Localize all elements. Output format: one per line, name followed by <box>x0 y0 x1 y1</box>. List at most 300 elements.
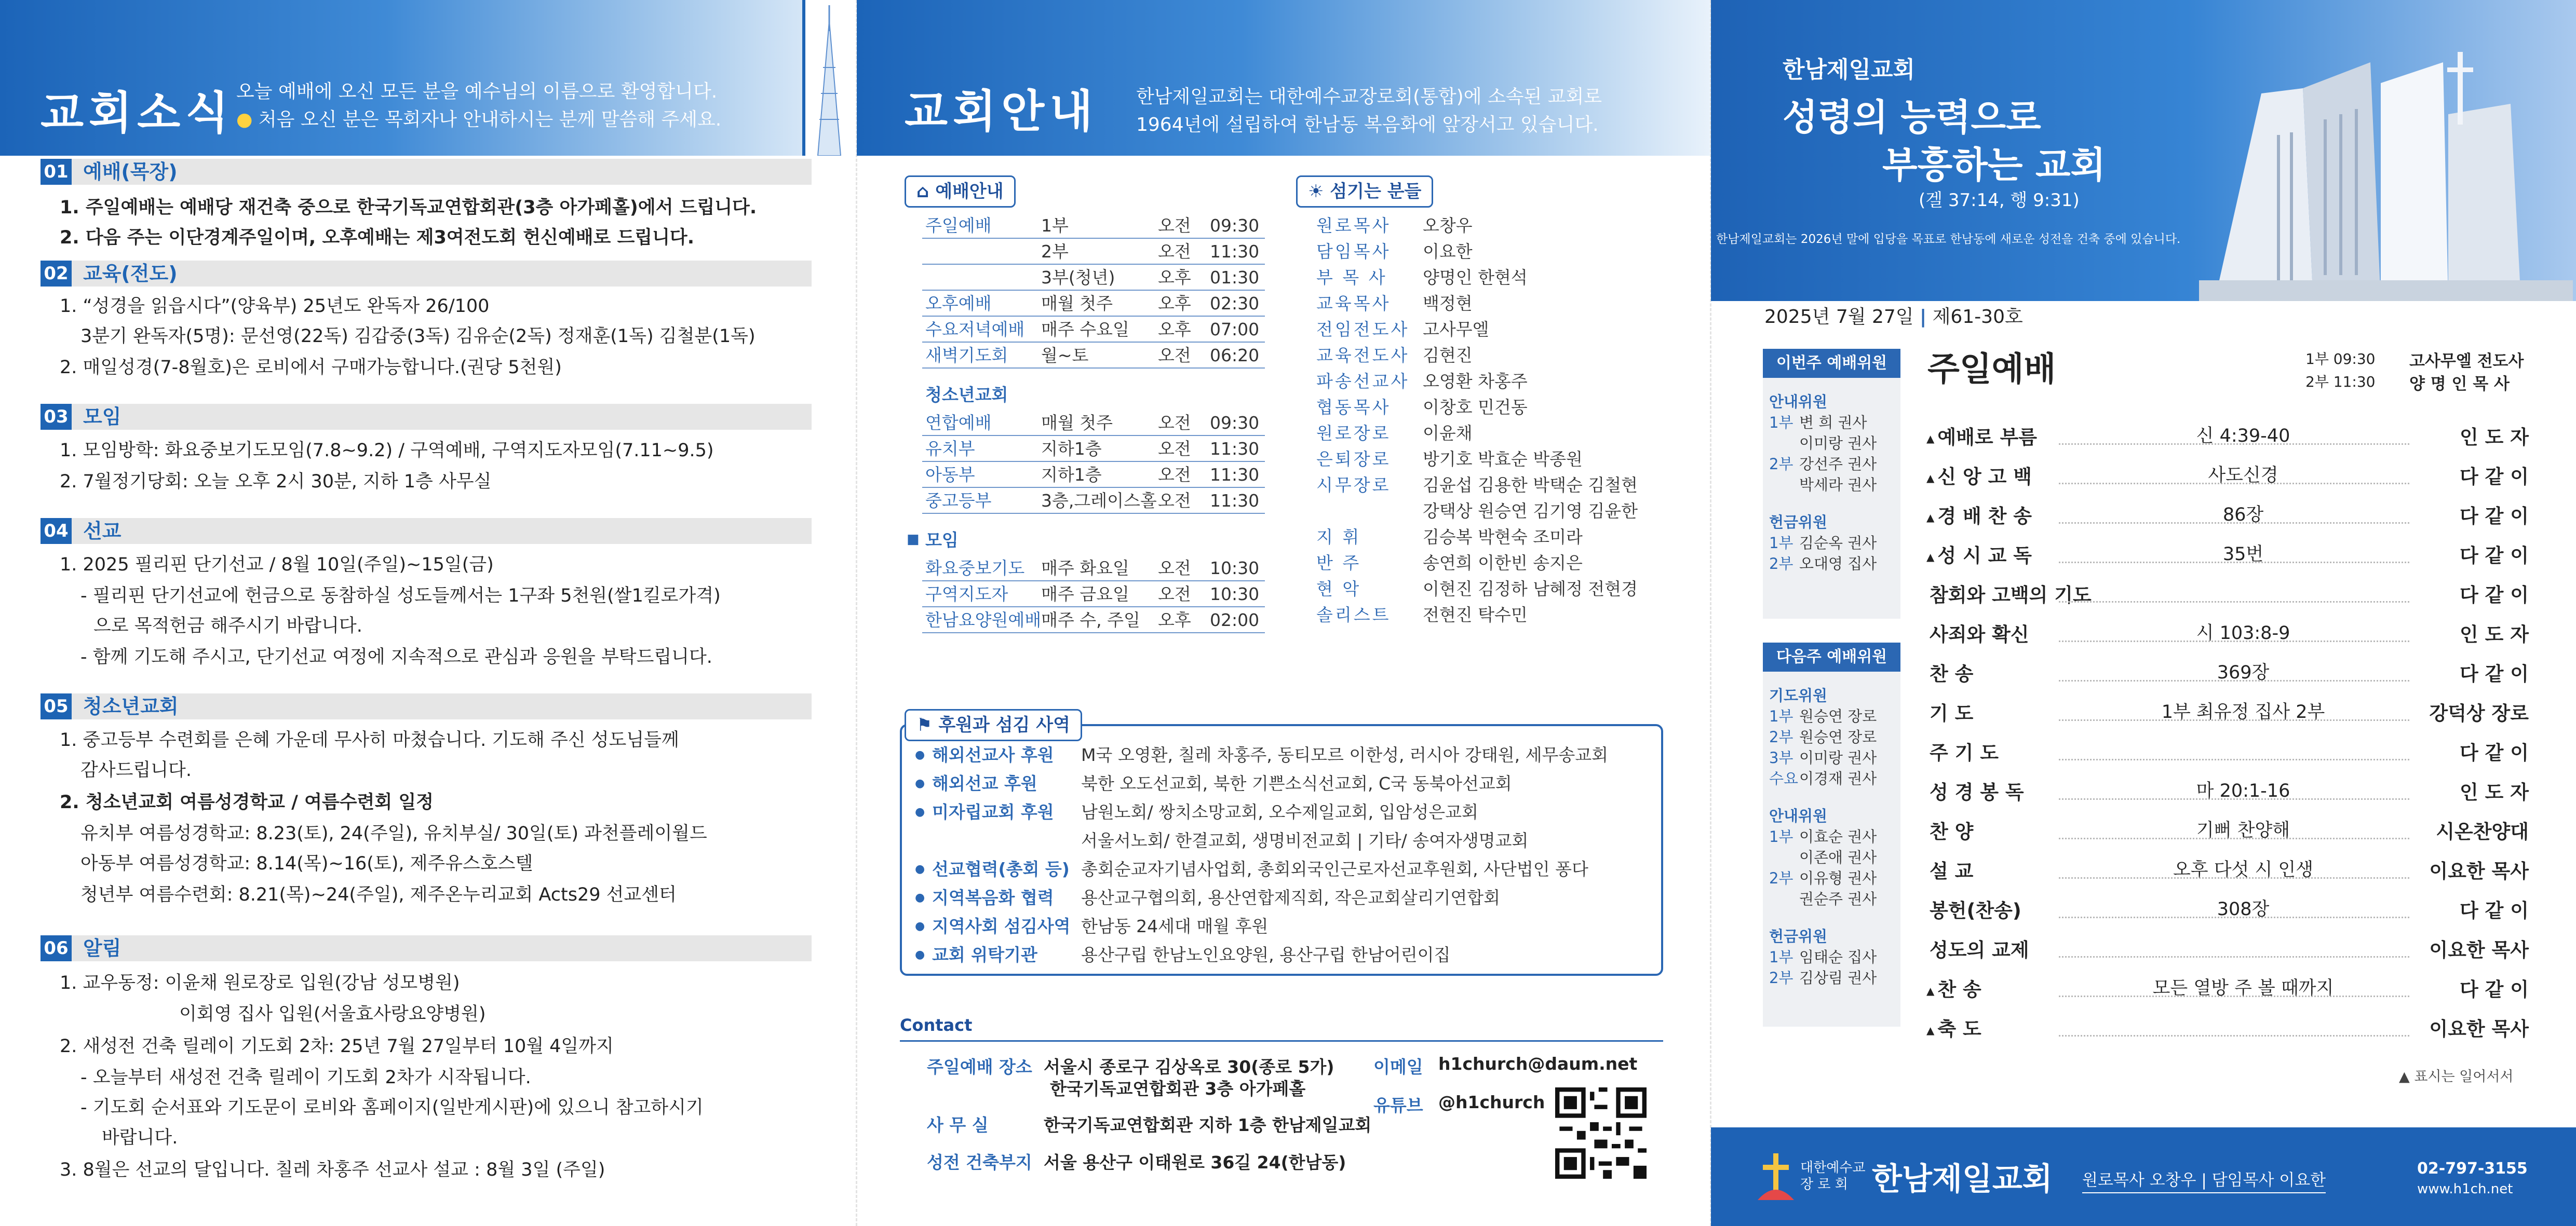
email-link[interactable]: h1church@daum.net <box>1438 1054 1638 1074</box>
row-underline <box>922 606 1265 607</box>
service-order-row <box>1926 612 2529 649</box>
youtube-label: 유튜브 <box>1373 1095 1423 1115</box>
contact-title: Contact <box>900 1015 973 1035</box>
order-item-label: 찬 양 <box>1930 821 1974 843</box>
schedule-cell: 10:30 <box>1210 558 1260 578</box>
order-item <box>1926 855 1973 883</box>
order-content: 시 103:8-9 <box>2196 623 2290 644</box>
schedule-cell: 수요저녁예배 <box>925 319 1025 339</box>
news-line: 아동부 여름성경학교: 8.14(목)~16(토), 제주유스호스텔 <box>80 853 533 874</box>
section-meeting <box>41 404 812 430</box>
service-order-row <box>1926 810 2529 846</box>
service-order-row <box>1926 731 2529 767</box>
order-item-label: 성 경 봉 독 <box>1930 781 2024 803</box>
service-order-row <box>1926 968 2529 1004</box>
schedule-cell: 오전 <box>1158 215 1191 236</box>
servant-role: 지 휘 <box>1316 527 1361 547</box>
servants-title: 섬기는 분들 <box>1330 181 1422 202</box>
issue-number: 제61-30호 <box>1932 306 2023 328</box>
servant-role: 현 악 <box>1316 579 1361 599</box>
schedule-cell: 09:30 <box>1210 215 1260 236</box>
schedule-cell: 월~토 <box>1041 345 1089 365</box>
order-leader: 강덕상 장로 <box>2429 702 2529 725</box>
news-line: 청년부 여름수련회: 8.21(목)~24(주일), 제주온누리교회 Acts29 선교센터 <box>80 884 677 905</box>
row-underline <box>922 238 1265 239</box>
order-content: 오후 다섯 시 인생 <box>2173 860 2314 880</box>
order-item <box>1926 461 2032 489</box>
order-item <box>1926 579 2092 607</box>
section-number: 02 <box>41 261 72 287</box>
bulletin-date-line <box>1764 302 2023 329</box>
order-leader: 다 같 이 <box>2460 978 2529 1001</box>
order-item-label: 설 교 <box>1930 860 1974 882</box>
servant-names: 김승복 박현숙 조미라 <box>1423 527 1583 547</box>
bullet-dot-icon: ● <box>915 748 925 761</box>
this-week-committee <box>1763 349 1900 619</box>
schedule-cell: 한남요양원예배 <box>925 610 1042 630</box>
bulletin-date: 2025년 7월 27일 <box>1764 306 1914 328</box>
schedule-cell: 1부 <box>1041 215 1069 236</box>
committee-category: 안내위원 <box>1769 807 1828 825</box>
schedule-cell: 새벽기도회 <box>925 345 1008 365</box>
servant-names: 송연희 이한빈 송지은 <box>1423 553 1583 573</box>
mission-category: 지역복음화 협력 <box>932 888 1054 908</box>
committee-member: 강선주 권사 <box>1799 455 1877 473</box>
committee-member: 이미랑 권사 <box>1799 749 1877 767</box>
order-content: 369장 <box>2217 662 2270 683</box>
committee-slot: 3부 <box>1769 749 1793 767</box>
order-item <box>1926 777 2024 805</box>
divider-bar: | <box>1920 306 1927 328</box>
order-item <box>1926 1013 1981 1041</box>
committee-member: 이효순 권사 <box>1799 828 1877 846</box>
service-order-row <box>1926 1007 2529 1043</box>
tower-illustration <box>802 0 857 156</box>
schedule-cell: 매주 화요일 <box>1041 558 1129 578</box>
committee-member: 박세라 권사 <box>1799 476 1877 494</box>
bullet-dot-icon: ● <box>915 777 925 790</box>
service-order-row <box>1926 415 2529 452</box>
qr-code-icon[interactable] <box>1555 1087 1647 1179</box>
section-number: 03 <box>41 404 72 430</box>
servant-names: 이윤채 <box>1423 423 1473 443</box>
page-title: 교회소식 <box>41 87 234 139</box>
order-content: 신 4:39-40 <box>2196 426 2290 446</box>
footer-bar <box>1711 1127 2576 1226</box>
this-week-label: 이번주 예배위원 <box>1763 349 1900 378</box>
service-order-row <box>1926 534 2529 570</box>
stand-marker-icon: ▲ <box>1926 1024 1935 1037</box>
church-name: 한남제일교회 <box>1783 57 1916 83</box>
service-order-row <box>1926 889 2529 925</box>
dotted-leader <box>2059 759 2409 760</box>
schedule-cell: 중고등부 <box>925 491 992 511</box>
servants-label <box>1296 175 1433 208</box>
order-content: 마 20:1-16 <box>2196 781 2290 801</box>
servant-role: 솔리스트 <box>1316 605 1391 625</box>
square-bullet-icon: ■ <box>907 532 920 547</box>
order-leader: 이요한 목사 <box>2429 939 2529 961</box>
order-item-label: 찬 송 <box>1930 663 1974 685</box>
schedule-group-label: 모임 <box>925 530 959 550</box>
schedule-cell: 3부(청년) <box>1041 267 1115 288</box>
news-line: 감사드립니다. <box>80 760 192 781</box>
order-item-label: 찬 송 <box>1937 978 1981 1001</box>
row-underline <box>922 342 1265 343</box>
order-item <box>1926 816 1973 844</box>
next-week-committee <box>1763 643 1900 1027</box>
church-building-illustration <box>2199 31 2573 301</box>
news-line: 2. 새성전 건축 릴레이 기도회 2차: 25년 7월 27일부터 10월 4일까지 <box>60 1036 614 1057</box>
section-number: 06 <box>41 935 72 961</box>
servant-names: 오영환 차홍주 <box>1423 371 1528 391</box>
committee-member: 권순주 권사 <box>1799 890 1877 908</box>
servant-role: 파송선교사 <box>1316 371 1410 391</box>
schedule-cell: 11:30 <box>1210 439 1260 459</box>
committee-slot: 1부 <box>1769 828 1793 846</box>
order-leader: 시온찬양대 <box>2436 821 2529 843</box>
committee-member: 원승연 장로 <box>1799 707 1877 725</box>
schedule-cell: 11:30 <box>1210 465 1260 485</box>
schedule-cell: 아동부 <box>925 465 975 485</box>
church-logo-icon <box>1758 1153 1794 1200</box>
news-line: 유치부 여름성경학교: 8.23(토), 24(주일), 유치부실/ 30일(토) 과천플레이월드 <box>80 823 707 844</box>
schedule-cell: 유치부 <box>925 439 975 459</box>
order-leader: 다 같 이 <box>2460 544 2529 567</box>
committee-slot: 1부 <box>1769 707 1793 725</box>
order-leader: 이요한 목사 <box>2429 1018 2529 1040</box>
schedule-cell: 구역지도자 <box>925 584 1008 604</box>
servant-role: 원로목사 <box>1316 215 1391 236</box>
schedule-cell: 주일예배 <box>925 215 992 236</box>
committee-member: 오대영 집사 <box>1799 555 1877 573</box>
servant-names: 백정현 <box>1423 293 1473 314</box>
service-order-row <box>1926 849 2529 886</box>
schedule-cell: 오전 <box>1158 558 1191 578</box>
order-item <box>1926 934 2029 962</box>
section-number: 01 <box>41 159 72 185</box>
servant-role: 반 주 <box>1316 553 1361 573</box>
servant-names: 이창호 민건동 <box>1423 397 1528 417</box>
order-item <box>1926 974 1981 1002</box>
news-line: 1. 2025 필리핀 단기선교 / 8월 10일(주일)~15일(금) <box>60 554 494 575</box>
order-item-label: 신 앙 고 백 <box>1937 466 2032 488</box>
servant-names: 김현진 <box>1423 345 1473 365</box>
preacher-time-1: 1부 09:30 <box>2305 350 2376 367</box>
mission-detail: 용산구립 한남노인요양원, 용산구립 한남어린이집 <box>1081 945 1451 965</box>
schedule-cell: 09:30 <box>1210 413 1260 433</box>
schedule-cell: 지하1층 <box>1041 465 1102 485</box>
intro-line-1: 한남제일교회는 대한예수교장로회(통합)에 소속된 교회로 <box>1136 86 1602 107</box>
stand-note: ▲ 표시는 일어서서 <box>2399 1069 2514 1085</box>
section-mission <box>41 518 812 544</box>
row-underline <box>922 487 1265 488</box>
servant-role: 전임전도사 <box>1316 319 1410 339</box>
order-leader: 다 같 이 <box>2460 900 2529 922</box>
order-item-label: 예배로 부름 <box>1937 426 2037 448</box>
schedule-cell: 매월 첫주 <box>1041 293 1113 314</box>
order-content: 사도신경 <box>2208 465 2278 486</box>
schedule-cell: 오후 <box>1158 293 1191 314</box>
preacher-time-2: 2부 11:30 <box>2305 373 2376 390</box>
stand-marker-icon: ▲ <box>1926 471 1935 484</box>
news-line: 이회영 집사 입원(서울효사랑요양병원) <box>179 1004 486 1025</box>
news-line: 1. 모임방학: 화요중보기도모임(7.8~9.2) / 구역예배, 구역지도자모임(7.11~9.5) <box>60 440 714 461</box>
order-content: 기뻐 찬양해 <box>2196 820 2290 841</box>
mission-title: 후원과 섬김 사역 <box>938 715 1070 735</box>
news-line: 1. 주일예배는 예배당 재건축 중으로 한국기독교연합회관(3층 아가페홀)에서 드립니다. <box>60 197 757 218</box>
news-line: 3분기 완독자(5명): 문선영(22독) 김갑중(3독) 김유순(2독) 정재훈(1독) 김철분(1독) <box>80 326 756 347</box>
committee-member: 김순옥 권사 <box>1799 534 1877 552</box>
order-item <box>1926 540 2032 568</box>
row-underline <box>922 264 1265 265</box>
committee-member: 이경재 권사 <box>1799 770 1877 787</box>
row-underline <box>922 435 1265 436</box>
bullet-dot-icon: ● <box>915 920 925 933</box>
service-order-row <box>1926 770 2529 807</box>
order-content: 86장 <box>2222 505 2264 525</box>
schedule-cell: 02:00 <box>1210 610 1260 630</box>
row-underline <box>922 367 1265 369</box>
preacher-name-2: 양 명 인 목 사 <box>2409 375 2510 393</box>
order-item-label: 경 배 찬 송 <box>1937 505 2032 527</box>
news-line: 2. 7월정기당회: 오늘 오후 2시 30분, 지하 1층 사무실 <box>60 471 492 492</box>
slogan-line-1: 성령의 능력으로 <box>1783 96 2041 139</box>
page-title: 교회안내 <box>905 86 1098 138</box>
bullet-dot-icon: ● <box>915 863 925 876</box>
service-order-row <box>1926 691 2529 728</box>
construction-note: 한남제일교회는 2026년 말에 입당을 목표로 한남동에 새로운 성전을 건축 중에 있습니다. <box>1716 233 2181 246</box>
schedule-cell: 오후 <box>1158 610 1191 630</box>
servant-role: 은퇴장로 <box>1316 449 1391 469</box>
stand-marker-icon: ▲ <box>1926 432 1935 445</box>
row-underline <box>922 461 1265 462</box>
next-week-label: 다음주 예배위원 <box>1763 643 1900 672</box>
order-leader: 이요한 목사 <box>2429 860 2529 882</box>
order-item <box>1926 737 1999 765</box>
email-label: 이메일 <box>1373 1057 1423 1077</box>
service-order-row <box>1926 928 2529 964</box>
committee-member: 이유형 권사 <box>1799 869 1877 887</box>
schedule-cell: 06:20 <box>1210 345 1260 365</box>
order-item-label: 축 도 <box>1937 1018 1981 1040</box>
order-item-label: 주 기 도 <box>1930 742 1999 764</box>
dotted-leader <box>2059 1035 2409 1037</box>
committee-category: 헌금위원 <box>1769 928 1828 945</box>
mission-detail: 총회순교자기념사업회, 총회외국인근로자선교후원회, 사단법인 퐁다 <box>1081 859 1588 879</box>
youtube-link[interactable]: @h1church <box>1438 1092 1545 1112</box>
order-leader: 다 같 이 <box>2460 663 2529 685</box>
flag-icon: ⚑ <box>916 715 939 735</box>
order-item <box>1926 500 2032 528</box>
committee-member: 이미랑 권사 <box>1799 434 1877 452</box>
order-item-label: 참회와 고백의 기도 <box>1930 584 2092 606</box>
order-item-label: 기 도 <box>1930 702 1974 725</box>
committee-slot: 1부 <box>1769 948 1793 966</box>
order-leader: 인 도 자 <box>2460 781 2529 803</box>
servant-names: 양명인 한현석 <box>1423 267 1528 288</box>
mission-detail: 한남동 24세대 매월 후원 <box>1081 916 1269 936</box>
footer-phone[interactable]: 02-797-3155 <box>2417 1160 2528 1178</box>
order-leader: 다 같 이 <box>2460 742 2529 764</box>
servant-role: 협동목사 <box>1316 397 1391 417</box>
news-line: 2. 매일성경(7-8월호)은 로비에서 구매가능합니다.(권당 5천원) <box>60 357 562 378</box>
section-title: 교육(전도) <box>83 262 178 285</box>
section-youth <box>41 693 812 719</box>
order-item <box>1926 421 2037 449</box>
committee-slot: 1부 <box>1769 534 1793 552</box>
committee-member: 임태순 집사 <box>1799 948 1877 966</box>
news-line: 1. “성경을 읽읍시다”(양육부) 25년도 완독자 26/100 <box>60 296 490 317</box>
intro-text <box>1136 83 1602 139</box>
committee-slot: 2부 <box>1769 555 1793 573</box>
contact-value: 서울 용산구 이태원로 36길 24(한남동) <box>1044 1152 1346 1173</box>
schedule-cell: 연합예배 <box>925 413 992 433</box>
schedule-cell: 오전 <box>1158 465 1191 485</box>
servant-names: 방기호 박효순 박종원 <box>1423 449 1583 469</box>
section-number: 05 <box>41 693 72 719</box>
stand-marker-icon: ▲ <box>1926 511 1935 524</box>
servant-names: 이요한 <box>1423 241 1473 262</box>
mission-category: 교회 위탁기관 <box>932 945 1037 965</box>
preacher-name-1: 고사무엘 전도사 <box>2409 352 2524 371</box>
committee-member: 김상림 권사 <box>1799 969 1877 987</box>
order-item <box>1926 698 1973 726</box>
news-line: - 함께 기도해 주시고, 단기선교 여정에 지속적으로 관심과 응원을 부탁드립니다. <box>80 647 712 668</box>
worship-guide-label <box>905 175 1016 208</box>
welcome-line-2: 처음 오신 분은 목회자나 안내하시는 분께 말씀해 주세요. <box>258 109 722 130</box>
news-line: 바랍니다. <box>102 1127 178 1148</box>
row-underline <box>922 580 1265 581</box>
section-title: 청소년교회 <box>83 695 179 718</box>
stand-marker-icon: ▲ <box>1926 550 1935 563</box>
news-line: 1. 중고등부 수련회를 은혜 가운데 무사히 마쳤습니다. 기도해 주신 성도님들께 <box>60 730 679 751</box>
section-title: 선교 <box>83 520 122 542</box>
news-line: 2. 청소년교회 여름성경학교 / 여름수련회 일정 <box>60 792 434 813</box>
worship-guide-title: 예배안내 <box>935 181 1004 202</box>
service-order-row <box>1926 652 2529 688</box>
news-line: 으로 목적헌금 해주시기 바랍니다. <box>93 616 362 636</box>
mission-category: 지역사회 섬김사역 <box>932 916 1071 936</box>
order-item <box>1926 658 1973 686</box>
servant-role: 원로장로 <box>1316 423 1391 443</box>
committee-member: 이존애 권사 <box>1799 849 1877 866</box>
servant-role: 담임목사 <box>1316 241 1391 262</box>
welcome-text <box>236 78 721 134</box>
bullet-dot-icon: ● <box>915 806 925 819</box>
denomination-line-1: 대한예수교 <box>1800 1160 1866 1176</box>
order-content: 모든 열방 주 볼 때까지 <box>2152 978 2334 999</box>
section-number: 04 <box>41 518 72 544</box>
servant-names: 오창우 <box>1423 215 1473 236</box>
contact-value: 서울시 종로구 김상옥로 30(종로 5가) <box>1044 1057 1334 1077</box>
service-order-row <box>1926 573 2529 609</box>
mission-detail: 남원노회/ 쌍치소망교회, 오수제일교회, 입암성은교회 <box>1081 802 1478 822</box>
schedule-cell: 3층,그레이스홀 <box>1041 491 1157 511</box>
news-line: 1. 교우동정: 이윤채 원로장로 입원(강남 성모병원) <box>60 973 460 993</box>
denomination-line-2: 장 로 회 <box>1800 1177 1848 1192</box>
servant-role: 시무장로 <box>1316 475 1391 495</box>
schedule-cell: 오전 <box>1158 584 1191 604</box>
dotted-leader <box>2059 956 2409 958</box>
schedule-cell: 지하1층 <box>1041 439 1102 459</box>
order-content: 35번 <box>2222 544 2264 565</box>
schedule-cell: 01:30 <box>1210 267 1260 288</box>
schedule-cell: 매주 수, 주일 <box>1041 610 1140 630</box>
section-education <box>41 261 812 287</box>
mission-detail: 서울서노회/ 한결교회, 생명비전교회 | 기타/ 송여자생명교회 <box>1081 830 1529 851</box>
bullet-dot-icon: ● <box>915 891 925 904</box>
committee-category: 기도위원 <box>1769 687 1828 704</box>
welcome-line-1: 오늘 예배에 오신 모든 분을 예수님의 이름으로 환영합니다. <box>236 81 718 102</box>
contact-key: 성전 건축부지 <box>927 1152 1032 1173</box>
contact-value: 한국기독교연합회관 3층 아가페홀 <box>1050 1079 1306 1099</box>
order-leader: 다 같 이 <box>2460 505 2529 527</box>
servant-names: 강택상 원승연 김기영 김윤한 <box>1423 501 1638 521</box>
mission-category: 선교협력(총회 등) <box>932 859 1070 879</box>
stand-marker-icon: ▲ <box>1926 984 1935 997</box>
order-leader: 다 같 이 <box>2460 466 2529 488</box>
home-icon: ⌂ <box>916 181 936 202</box>
committee-slot: 수요 <box>1769 770 1799 787</box>
news-line: - 오늘부터 새성전 건축 릴레이 기도회 2차가 시작됩니다. <box>80 1067 531 1088</box>
committee-slot: 2부 <box>1769 969 1793 987</box>
mission-detail: 용산교구협의회, 용산연합제직회, 작은교회살리기연합회 <box>1081 888 1501 908</box>
order-item-label: 성 시 교 독 <box>1937 544 2032 567</box>
hero-banner <box>1711 0 2576 301</box>
mission-detail: M국 오영환, 칠레 차홍주, 동티모르 이한성, 러시아 강태원, 세무송교회 <box>1081 745 1609 765</box>
footer-church-name: 한남제일교회 <box>1872 1161 2053 1197</box>
schedule-cell: 화요중보기도 <box>925 558 1025 578</box>
order-content: 308장 <box>2217 899 2270 920</box>
committee-slot: 1부 <box>1769 414 1793 431</box>
servant-names: 전현진 탁수민 <box>1423 605 1528 625</box>
news-line: 2. 다음 주는 이단경계주일이며, 오후예배는 제3여전도회 헌신예배로 드립니다. <box>60 227 695 248</box>
servant-names: 이현진 김정하 남혜정 전현경 <box>1423 579 1638 599</box>
order-item <box>1926 895 2021 923</box>
footer-pastors: 원로목사 오창우 | 담임목사 이요한 <box>2082 1167 2326 1193</box>
schedule-cell: 11:30 <box>1210 241 1260 262</box>
mission-category: 해외선교사 후원 <box>932 745 1054 765</box>
contact-key: 주일예배 장소 <box>927 1057 1032 1077</box>
schedule-cell: 오전 <box>1158 345 1191 365</box>
footer-website[interactable]: www.h1ch.net <box>2417 1181 2513 1197</box>
schedule-cell: 매주 수요일 <box>1041 319 1129 339</box>
servant-role: 교육목사 <box>1316 293 1391 314</box>
bullet-dot-icon: ● <box>236 109 259 130</box>
row-underline <box>922 316 1265 317</box>
news-line: - 기도회 순서표와 기도문이 로비와 홈페이지(일반게시판)에 있으니 참고하시기 <box>80 1097 704 1118</box>
order-item-label: 사죄와 확신 <box>1930 623 2029 646</box>
section-worship <box>41 159 812 185</box>
schedule-cell: 오후 <box>1158 319 1191 339</box>
order-leader: 다 같 이 <box>2460 584 2529 606</box>
order-item-label: 성도의 교제 <box>1930 939 2029 961</box>
mission-detail: 북한 오도선교회, 북한 기쁜소식선교회, C국 동북아선교회 <box>1081 773 1512 794</box>
news-line: 3. 8월은 선교의 달입니다. 칠레 차홍주 선교사 설교 : 8월 3일 (주일) <box>60 1160 605 1180</box>
committee-slot: 2부 <box>1769 455 1793 473</box>
committee-member: 원승연 장로 <box>1799 728 1877 746</box>
schedule-cell: 매월 첫주 <box>1041 413 1113 433</box>
servant-role: 교육전도사 <box>1316 345 1410 365</box>
servant-names: 고사무엘 <box>1423 319 1489 339</box>
committee-category: 안내위원 <box>1769 393 1828 411</box>
servant-names: 김윤섭 김용한 박택순 김철현 <box>1423 475 1638 495</box>
row-underline <box>922 290 1265 291</box>
schedule-cell: 11:30 <box>1210 491 1260 511</box>
contact-divider <box>900 1040 1663 1042</box>
church-news-panel <box>0 0 857 1226</box>
